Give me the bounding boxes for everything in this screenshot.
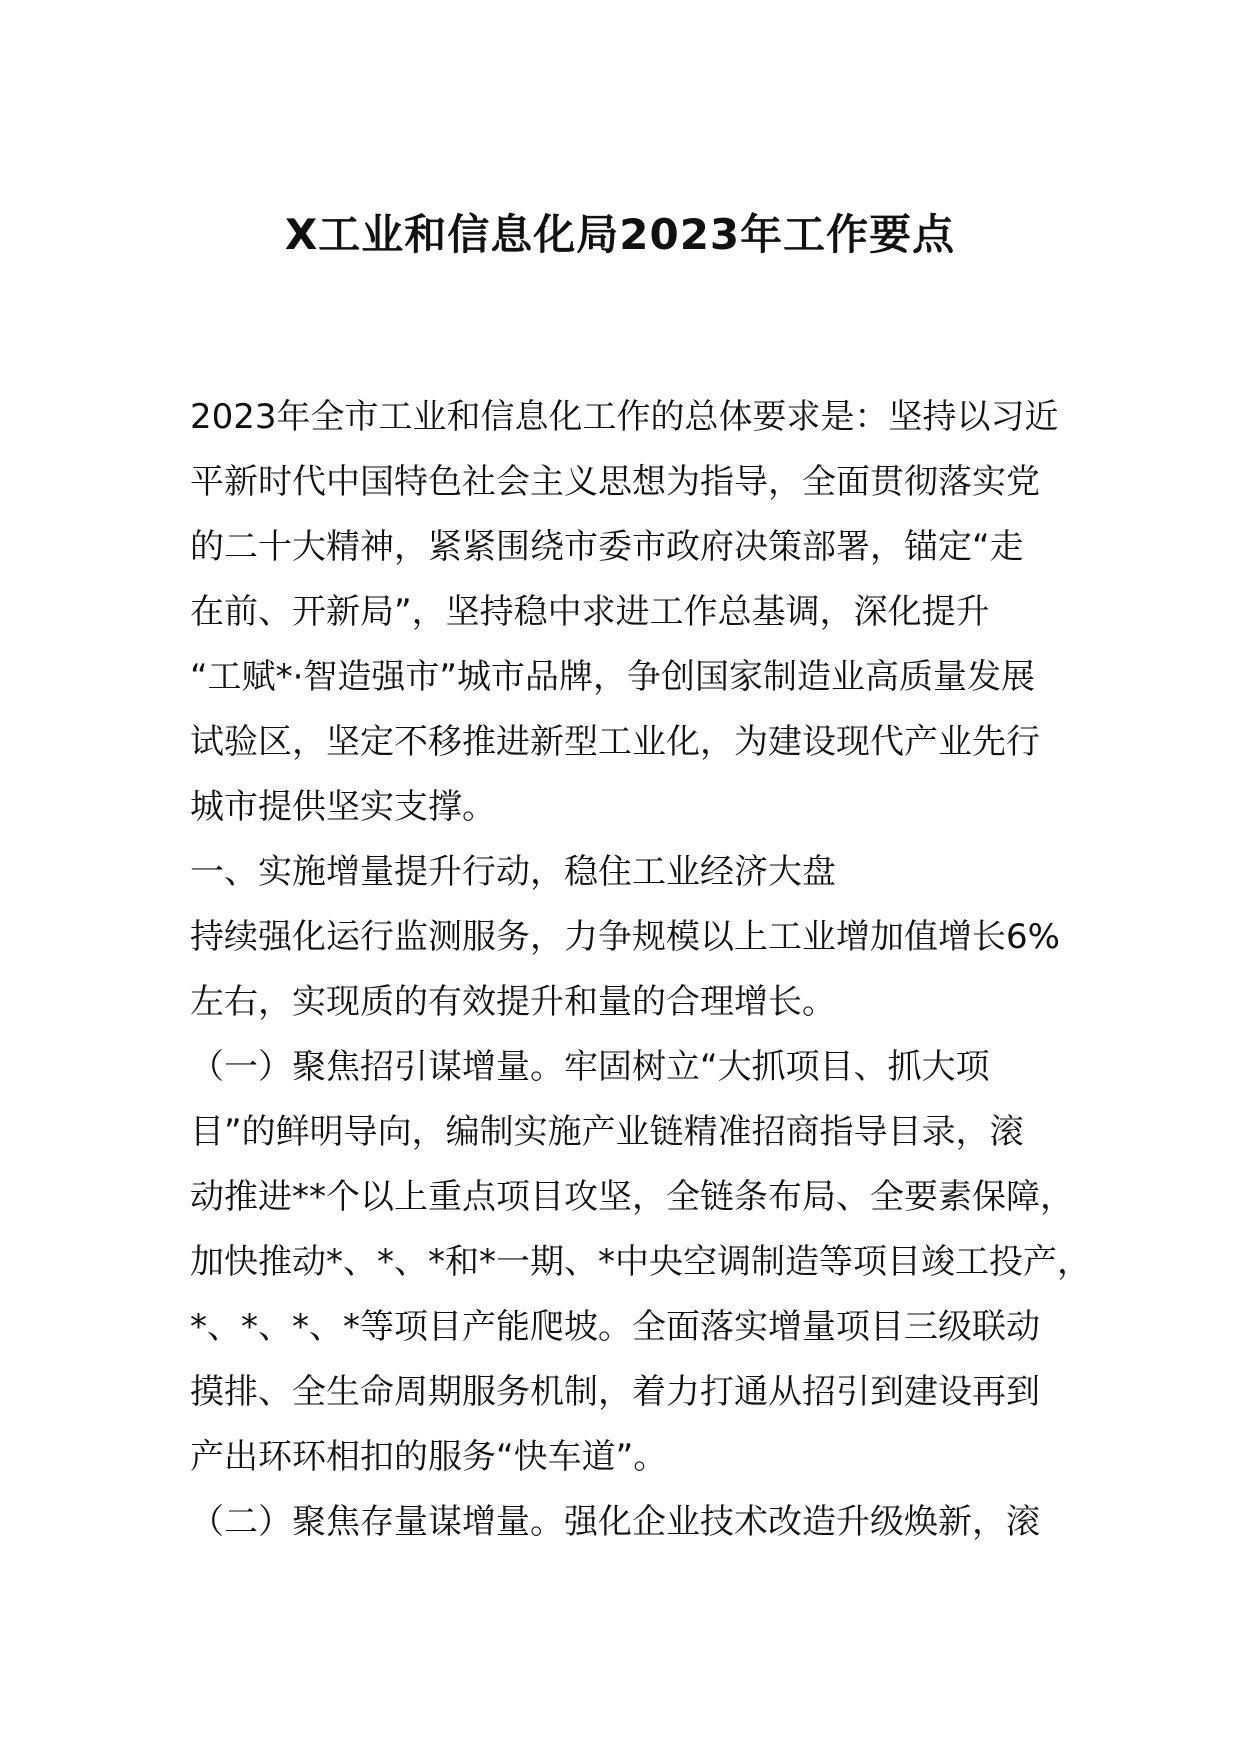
document-title: X工业和信息化局2023年工作要点	[284, 210, 956, 259]
body-line-intro-5: “工赋*·智造强市”城市品牌，争创国家制造业高质量发展	[190, 657, 1036, 697]
body-line-intro-2: 平新时代中国特色社会主义思想为指导，全面贯彻落实党	[190, 462, 1040, 502]
section-heading-1: 一、实施增量提升行动，稳住工业经济大盘	[190, 852, 836, 892]
body-line-intro-1: 2023年全市工业和信息化工作的总体要求是：坚持以习近	[190, 397, 1059, 437]
subsection-1-line-1: （一）聚焦招引谋增量。牢固树立“大抓项目、抓大项	[190, 1047, 990, 1087]
body-line-intro-4: 在前、开新局”，坚持稳中求进工作总基调，深化提升	[190, 592, 990, 632]
document-body	[190, 385, 1090, 1555]
subsection-1-line-5: *、*、*、*等项目产能爬坡。全面落实增量项目三级联动	[190, 1307, 1040, 1347]
subsection-2-line-1: （二）聚焦存量谋增量。强化企业技术改造升级焕新，滚	[190, 1502, 1040, 1542]
body-line-intro-3: 的二十大精神，紧紧围绕市委市政府决策部署，锚定“走	[190, 527, 1024, 567]
body-line-intro-6: 试验区，坚定不移推进新型工业化，为建设现代产业先行	[190, 722, 1040, 762]
subsection-1-line-2: 目”的鲜明导向，编制实施产业链精准招商指导目录，滚	[190, 1112, 1024, 1152]
body-line-section-1-2: 左右，实现质的有效提升和量的合理增长。	[190, 982, 836, 1022]
subsection-1-line-4: 加快推动*、*、*和*一期、*中央空调制造等项目竣工投产，	[190, 1242, 1091, 1282]
body-line-section-1-1: 持续强化运行监测服务，力争规模以上工业增加值增长6%	[190, 917, 1060, 957]
body-line-intro-7: 城市提供坚实支撑。	[190, 787, 496, 827]
subsection-1-line-7: 产出环环相扣的服务“快车道”。	[190, 1437, 668, 1477]
subsection-1-line-3: 动推进**个以上重点项目攻坚，全链条布局、全要素保障，	[190, 1177, 1074, 1217]
subsection-1-line-6: 摸排、全生命周期服务机制，着力打通从招引到建设再到	[190, 1372, 1040, 1412]
